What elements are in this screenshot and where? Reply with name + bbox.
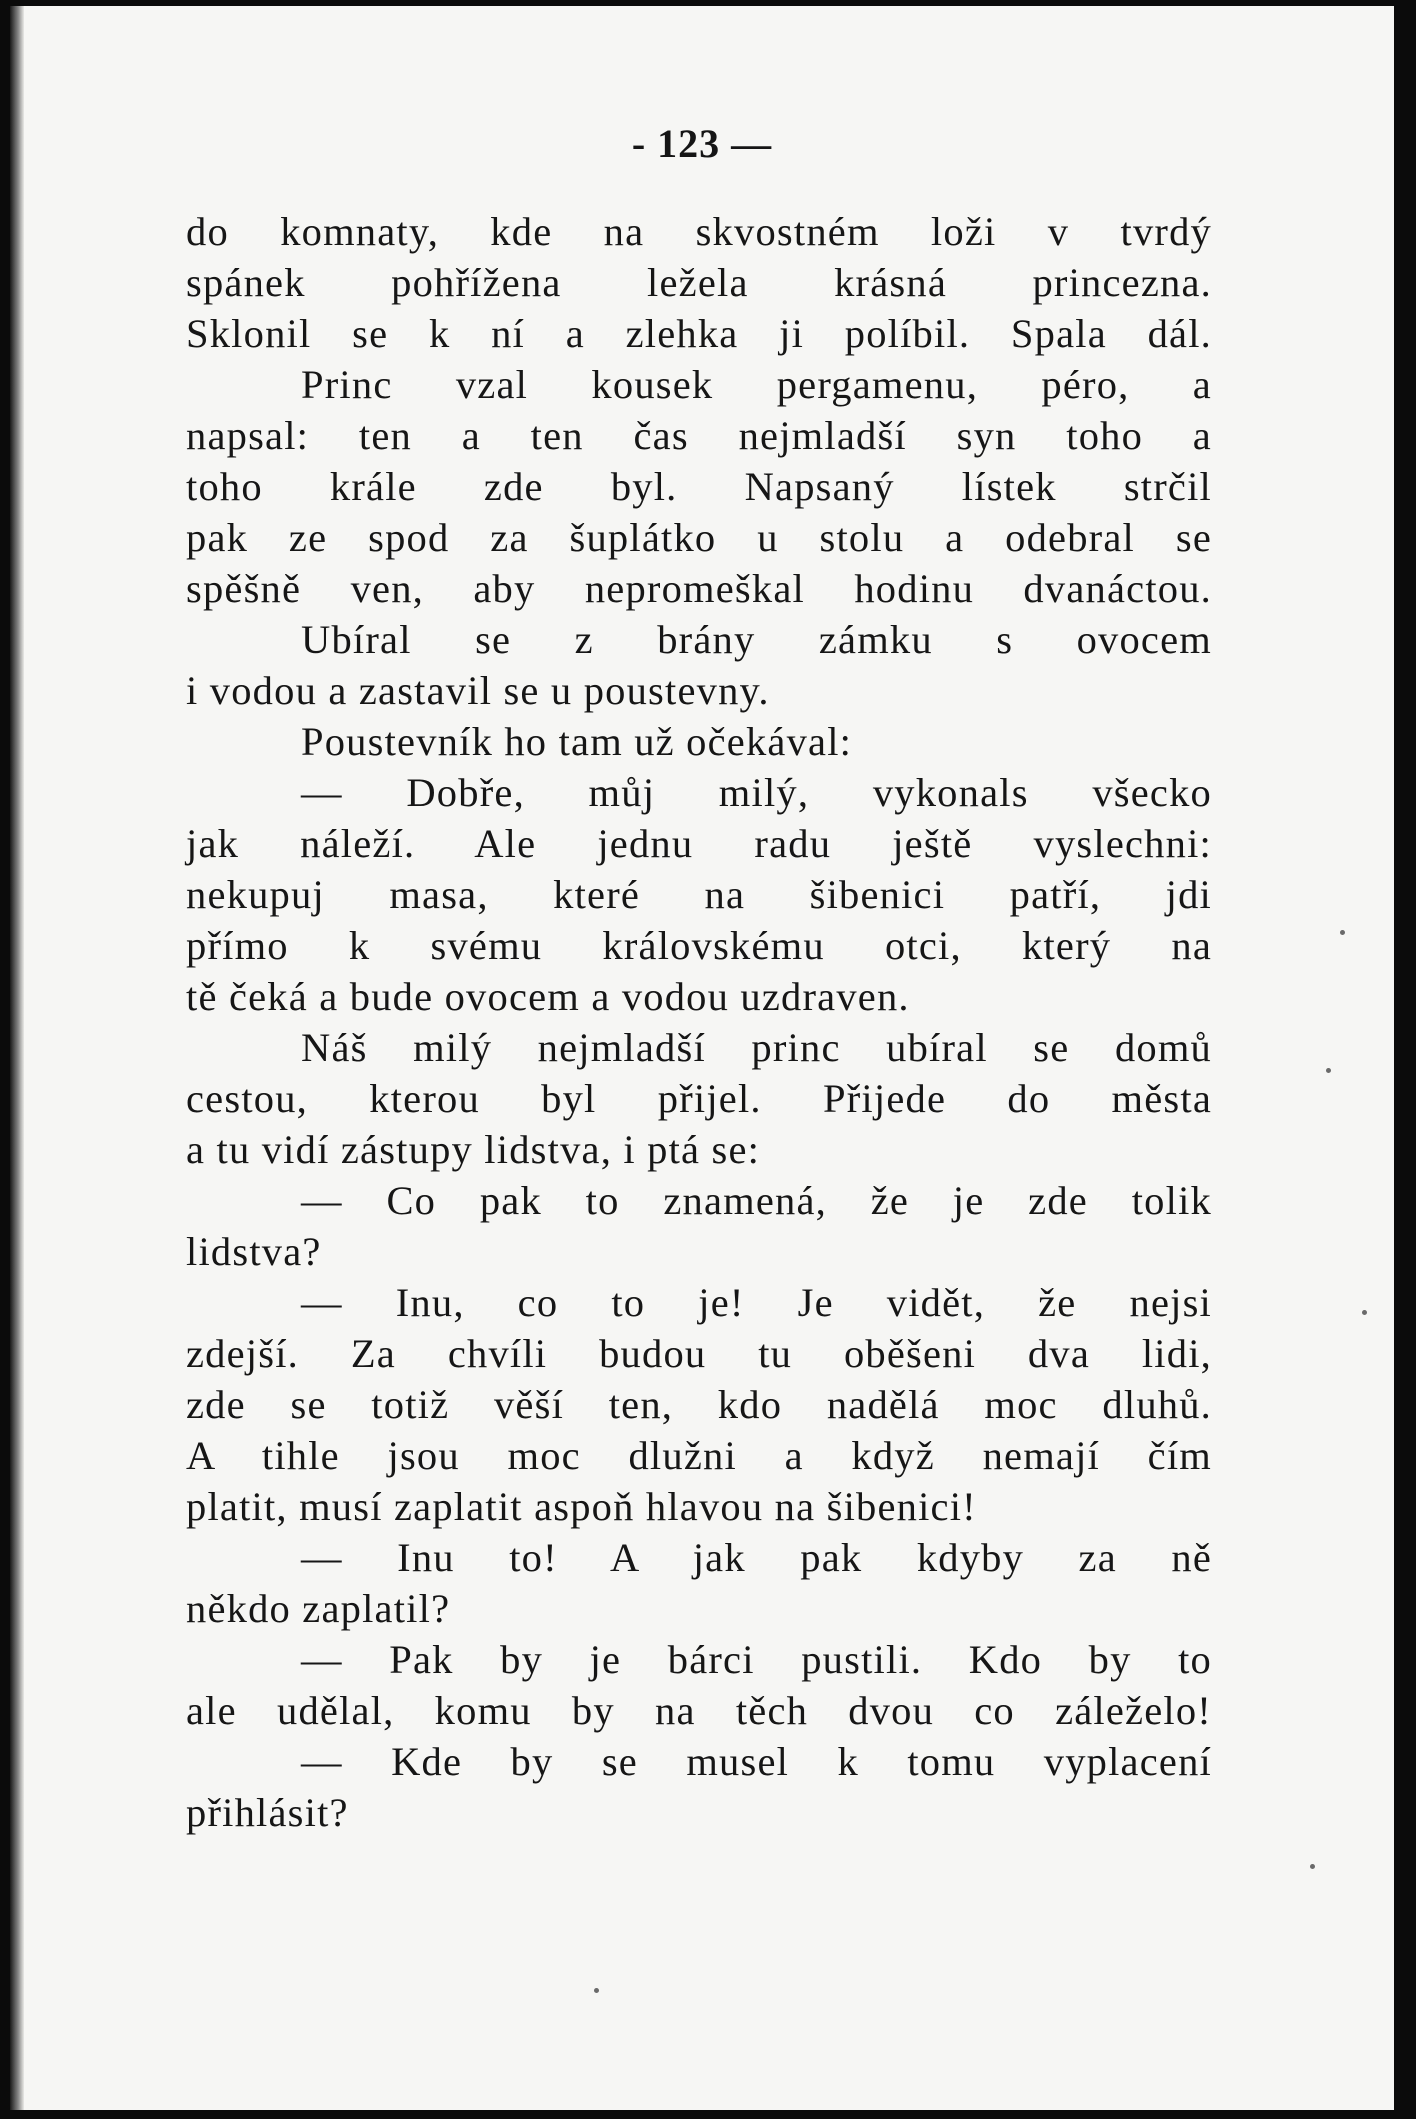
text-line: toho krále zde byl. Napsaný lístek strčil — [186, 464, 1212, 509]
text-line: — Kde by se musel k tomu vyplacení — [301, 1739, 1212, 1784]
paper-speck — [594, 1988, 599, 1993]
text-line: — Dobře, můj milý, vykonals všecko — [301, 770, 1212, 815]
text-line: zdejší. Za chvíli budou tu oběšeni dva lidi, — [186, 1331, 1212, 1376]
text-line: i vodou a zastavil se u poustevny. — [186, 668, 770, 713]
text-line: spánek pohřížena ležela krásná princezna. — [186, 260, 1212, 305]
page-edge-shadow — [10, 6, 24, 2110]
text-line: ale udělal, komu by na těch dvou co záleželo! — [186, 1688, 1212, 1733]
paper-speck — [1362, 1310, 1367, 1315]
text-line: — Co pak to znamená, že je zde tolik — [301, 1178, 1212, 1223]
text-line: pak ze spod za šuplátko u stolu a odebral se — [186, 515, 1212, 560]
paper-speck — [1340, 930, 1345, 935]
text-line: platit, musí zaplatit aspoň hlavou na šibenici! — [186, 1484, 977, 1529]
body-text — [186, 206, 1212, 1838]
text-line: Náš milý nejmladší princ ubíral se domů — [301, 1025, 1212, 1070]
book-page — [10, 6, 1394, 2110]
text-line: spěšně ven, aby nepromeškal hodinu dvanáctou. — [186, 566, 1212, 611]
text-line: tě čeká a bude ovocem a vodou uzdraven. — [186, 974, 910, 1019]
text-line: A tihle jsou moc dlužni a když nemají čím — [186, 1433, 1212, 1478]
text-line: zde se totiž věší ten, kdo nadělá moc dluhů. — [186, 1382, 1212, 1427]
text-line: přímo k svému královskému otci, který na — [186, 923, 1212, 968]
text-line: — Pak by je bárci pustili. Kdo by to — [301, 1637, 1212, 1682]
paper-speck — [1326, 1068, 1331, 1073]
text-line: Ubíral se z brány zámku s ovocem — [301, 617, 1212, 662]
text-line: Princ vzal kousek pergamenu, péro, a — [301, 362, 1212, 407]
text-line: cestou, kterou byl přijel. Přijede do města — [186, 1076, 1212, 1121]
text-line: — Inu to! A jak pak kdyby za ně — [301, 1535, 1212, 1580]
text-line: nekupuj masa, které na šibenici patří, jdi — [186, 872, 1212, 917]
page-number: - 123 — — [631, 121, 773, 166]
text-line: někdo zaplatil? — [186, 1586, 451, 1631]
text-line: do komnaty, kde na skvostném loži v tvrdý — [186, 209, 1212, 254]
text-line: napsal: ten a ten čas nejmladší syn toho a — [186, 413, 1212, 458]
text-line: přihlásit? — [186, 1790, 349, 1835]
text-line: lidstva? — [186, 1229, 322, 1274]
text-line: jak náleží. Ale jednu radu ještě vyslechni: — [186, 821, 1212, 866]
paper-speck — [1310, 1864, 1315, 1869]
text-line: — Inu, co to je! Je vidět, že nejsi — [301, 1280, 1212, 1325]
text-line: a tu vidí zástupy lidstva, i ptá se: — [186, 1127, 761, 1172]
text-line: Poustevník ho tam už očekával: — [301, 719, 853, 764]
text-line: Sklonil se k ní a zlehka ji políbil. Spala dál. — [186, 311, 1212, 356]
